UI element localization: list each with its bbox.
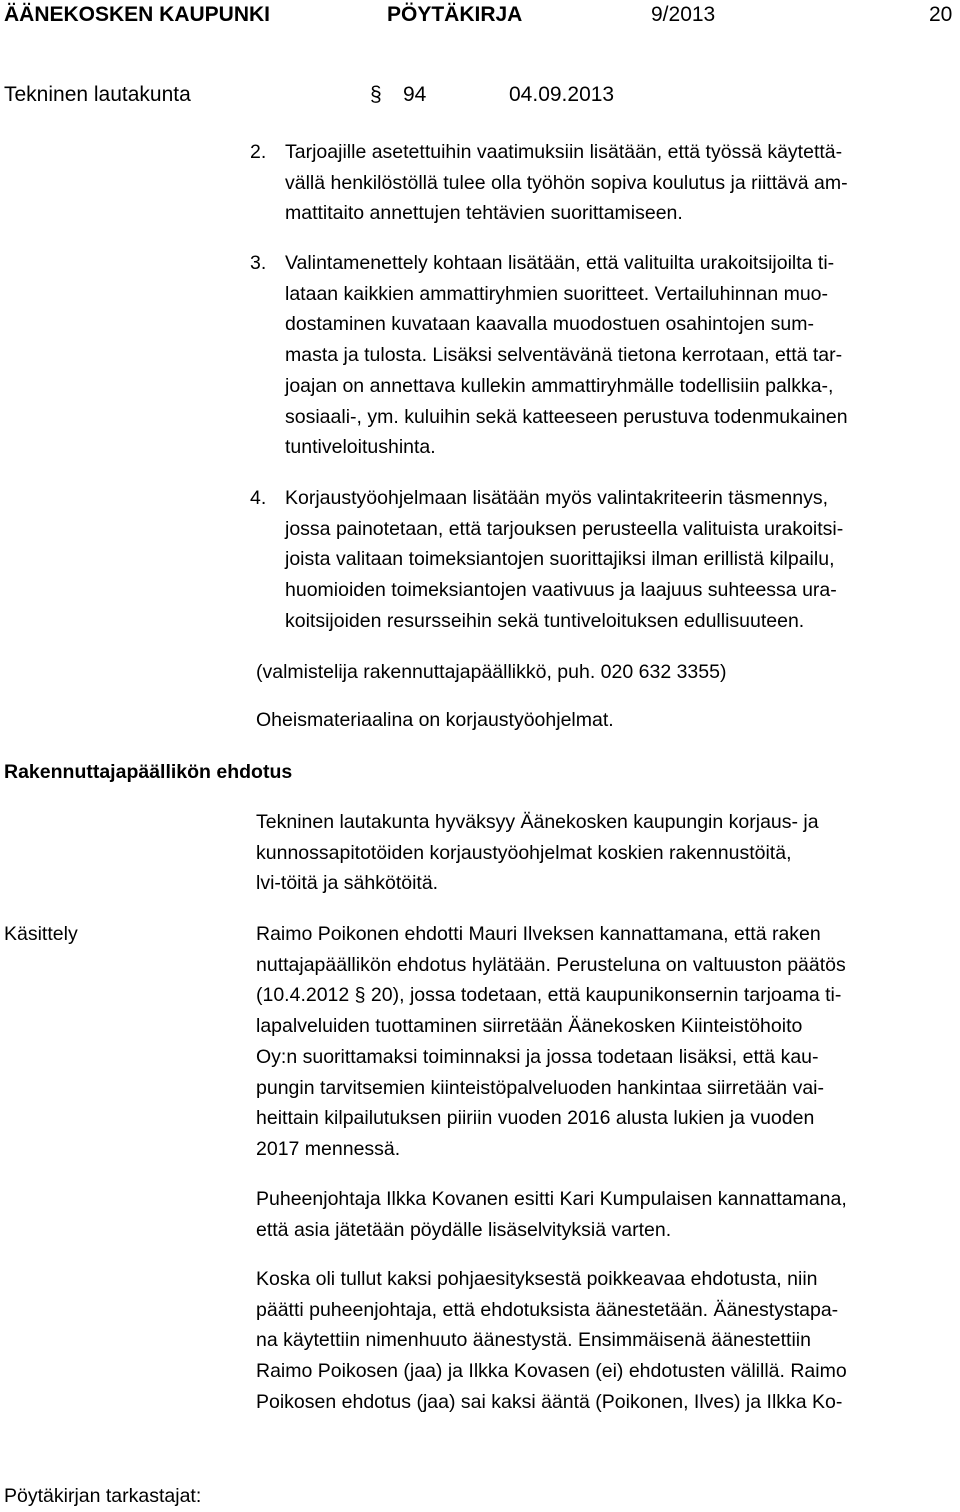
item-line: sosiaali-, ym. kuluihin sekä katteeseen perustuva todenmukainen — [285, 405, 848, 428]
item-line: Valintamenettely kohtaan lisätään, että valituilta urakoitsijoilta ti- — [285, 252, 835, 274]
committee-name: Tekninen lautakunta — [4, 83, 191, 106]
item-line: lataan kaikkien ammattiryhmien suoritteet. Vertailuhinnan muo- — [285, 282, 829, 305]
item-line: mattitaito annettujen tehtävien suorittamiseen. — [285, 202, 683, 225]
doc-type: PÖYTÄKIRJA — [387, 3, 523, 26]
item-line: Korjaustyöohjelmaan lisätään myös valintakriteerin täsmennys, — [285, 487, 829, 509]
item-line: tuntiveloitushinta. — [285, 436, 436, 459]
proposal-label: Rakennuttajapäällikön ehdotus — [4, 761, 293, 783]
meeting-date: 04.09.2013 — [509, 83, 615, 106]
item-line: joista valitaan toimeksiantojen suorittajiksi ilman erillistä kilpailu, — [285, 548, 835, 571]
footer-label: Pöytäkirjan tarkastajat: — [4, 1485, 202, 1507]
item-line: Tarjoajille asetettuihin vaatimuksiin lisätään, että työssä käytettä- — [285, 141, 843, 163]
org-name: ÄÄNEKOSKEN KAUPUNKI — [4, 3, 271, 26]
doc-number: 9/2013 — [651, 3, 716, 26]
section-sign: § — [370, 83, 382, 106]
section-number: 94 — [403, 83, 427, 106]
item-line: masta ja tulosta. Lisäksi selventävänä tietona kerrotaan, että tar- — [285, 344, 843, 367]
handling-label: Käsittely — [4, 923, 78, 945]
item-line: vällä henkilöstöllä tulee olla työhön sopiva koulutus ja riittävä am- — [285, 171, 848, 194]
item-line: dostaminen kuvataan kaavalla muodostuen osahintojen sum- — [285, 313, 814, 336]
handling-paragraph: Koska oli tullut kaksi pohjaesityksestä poikkeavaa ehdotusta, niin päätti puheenjohtaja, että ehdotuksista äänestetään. Äänestystapa- na käytettiin nimenhuuto äänestystä. Ensimmäisenä äänestettiin Raimo Poikosen (jaa) ja Ilkka Kovasen (ei) ehdotusten välillä. Raimo Poikosen ehdotus (jaa) sai kaksi ääntä (Poikonen, Ilves) ja Ilkka Ko- — [256, 1268, 847, 1413]
item-number: 4. — [250, 487, 267, 509]
preparer-note: (valmistelija rakennuttajapäällikkö, puh. 020 632 3355) — [256, 661, 727, 683]
handling-paragraph: Puheenjohtaja Ilkka Kovanen esitti Kari Kumpulaisen kannattamana, että asia jätetään pöydälle lisäselvityksiä varten. — [256, 1188, 847, 1241]
item-number: 2. — [250, 141, 267, 163]
item-line: huomioiden toimeksiantojen vaativuus ja laajuus suhteessa ura- — [285, 579, 837, 602]
item-line: joajan on annettava kullekin ammattiryhmälle todellisiin palkka-, — [285, 374, 834, 397]
item-line: koitsijoiden resursseihin sekä tuntiveloituksen edullisuuteen. — [285, 609, 805, 632]
item-line: jossa painotetaan, että tarjouksen perusteella valituista urakoitsi- — [285, 517, 844, 540]
attachment-note: Oheismateriaalina on korjaustyöohjelmat. — [256, 709, 614, 731]
page-number: 20 — [929, 3, 953, 26]
proposal-text: Tekninen lautakunta hyväksyy Äänekosken kaupungin korjaus- ja kunnossapitotöiden korjaustyöohjelmat koskien rakennustöitä, lvi-töitä ja sähkötöitä. — [256, 811, 819, 895]
handling-paragraph: Raimo Poikonen ehdotti Mauri Ilveksen kannattamana, että raken nuttajapäällikön ehdotus hylätään. Perusteluna on valtuuston päätös (10.4.2012 § 20), jossa todetaan, että kaupunikonsernin tarjoama ti- lapalveluiden tuottaminen siirretään Äänekosken Kiinteistöhoito Oy:n suorittamaksi toiminnaksi ja jossa todetaan lisäksi, että kau- pungin tarvitsemien kiinteistöpalveluoden hankintaa siirretään vai- heittain kilpailutuksen piiriin vuoden 2016 alusta lukien ja vuoden 2017 mennessä. — [256, 923, 846, 1160]
item-number: 3. — [250, 252, 267, 274]
